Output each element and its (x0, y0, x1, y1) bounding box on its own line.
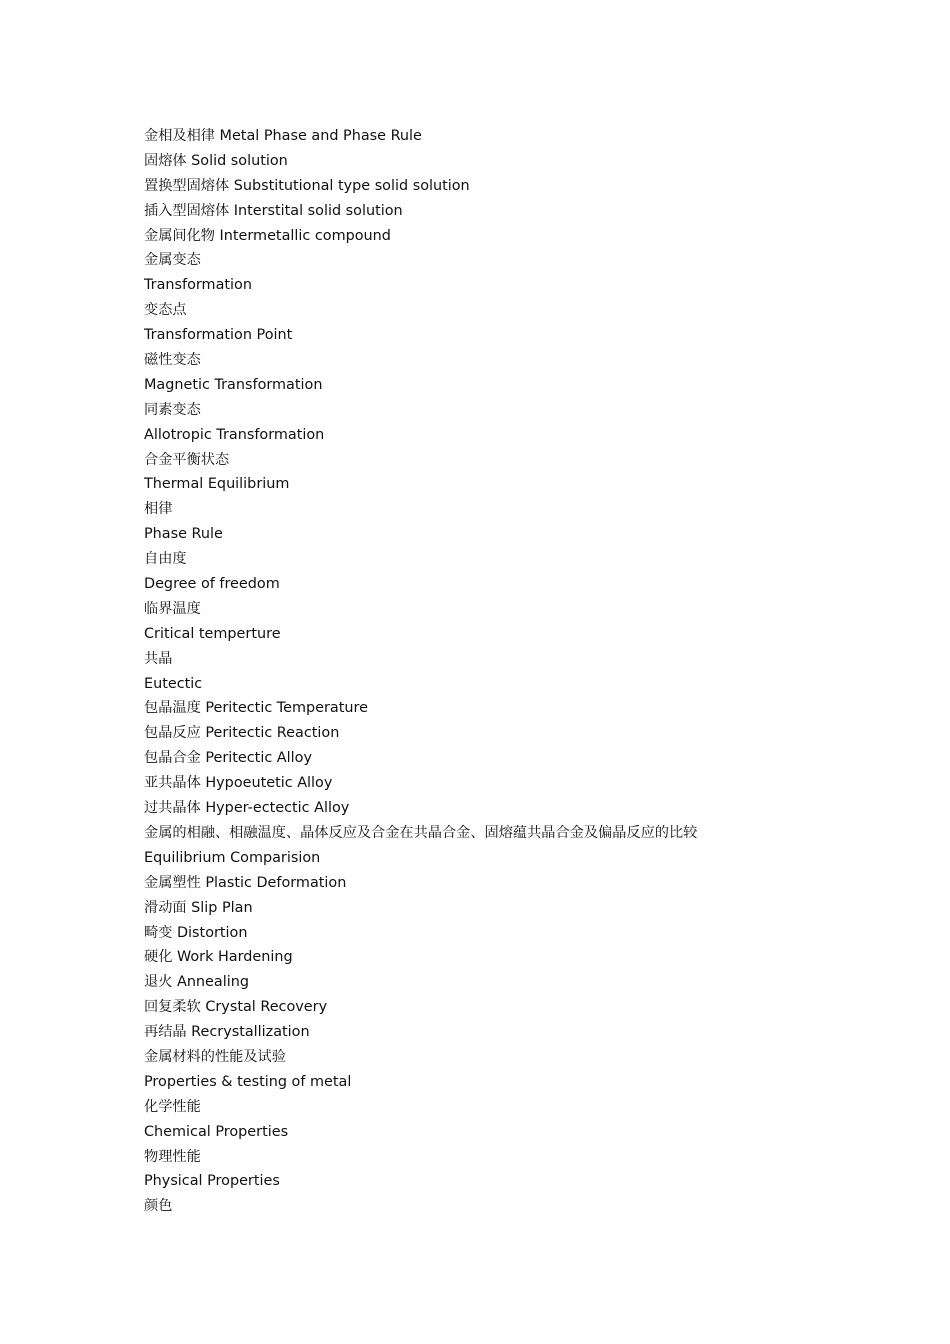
glossary-line (144, 572, 844, 597)
glossary-line (144, 472, 844, 497)
english-term: Intermetallic compound (219, 227, 391, 244)
glossary-line (144, 423, 844, 448)
glossary-line (144, 696, 844, 721)
glossary-line (144, 846, 844, 871)
english-term: Allotropic Transformation (144, 426, 325, 443)
glossary-line (144, 124, 844, 149)
english-term: Properties & testing of metal (144, 1073, 352, 1090)
glossary-line (144, 348, 844, 373)
glossary-line (144, 1095, 844, 1120)
chinese-term: 包晶合金 (144, 750, 201, 767)
english-term: Peritectic Reaction (205, 725, 340, 742)
chinese-term: 固熔体 (144, 152, 187, 169)
english-term: Eutectic (144, 675, 203, 692)
english-term: Annealing (176, 974, 249, 991)
chinese-term: 滑动面 (144, 899, 187, 916)
glossary-line (144, 796, 844, 821)
glossary-line (144, 497, 844, 522)
glossary-line (144, 174, 844, 199)
glossary-line (144, 1145, 844, 1170)
glossary-line (144, 672, 844, 697)
chinese-term: 包晶温度 (144, 700, 201, 717)
chinese-term: 金属变态 (144, 252, 201, 269)
glossary-line (144, 871, 844, 896)
english-term: Distortion (176, 924, 248, 941)
glossary-line (144, 821, 844, 846)
chinese-term: 亚共晶体 (144, 775, 201, 792)
chinese-term: 退火 (144, 974, 173, 991)
english-term: Peritectic Temperature (205, 700, 368, 717)
chinese-term: 临界温度 (144, 600, 201, 617)
glossary-line (144, 448, 844, 473)
glossary-line (144, 1120, 844, 1145)
glossary-line (144, 547, 844, 572)
chinese-term: 过共晶体 (144, 800, 201, 817)
glossary-line (144, 622, 844, 647)
glossary-list (144, 124, 844, 1219)
glossary-line (144, 273, 844, 298)
english-term: Recrystallization (191, 1024, 310, 1041)
chinese-term: 回复柔软 (144, 999, 201, 1016)
glossary-line (144, 1045, 844, 1070)
chinese-term: 化学性能 (144, 1098, 201, 1115)
chinese-term: 颜色 (144, 1198, 173, 1215)
english-term: Thermal Equilibrium (144, 476, 290, 493)
english-term: Magnetic Transformation (144, 376, 323, 393)
glossary-line (144, 1070, 844, 1095)
english-term: Interstital solid solution (233, 202, 403, 219)
chinese-term: 磁性变态 (144, 352, 201, 369)
chinese-term: 金属的相融、相融温度、晶体反应及合金在共晶合金、固熔蕴共晶合金及偏晶反应的比较 (144, 824, 698, 841)
glossary-line (144, 597, 844, 622)
glossary-line (144, 995, 844, 1020)
english-term: Chemical Properties (144, 1123, 289, 1140)
glossary-line (144, 248, 844, 273)
glossary-line (144, 746, 844, 771)
chinese-term: 金属塑性 (144, 874, 201, 891)
glossary-line (144, 522, 844, 547)
chinese-term: 硬化 (144, 949, 173, 966)
chinese-term: 自由度 (144, 551, 187, 568)
glossary-line (144, 298, 844, 323)
chinese-term: 变态点 (144, 302, 187, 319)
english-term: Work Hardening (176, 949, 293, 966)
glossary-line (144, 323, 844, 348)
english-term: Metal Phase and Phase Rule (219, 128, 422, 144)
chinese-term: 金相及相律 (144, 128, 215, 144)
chinese-term: 共晶 (144, 650, 173, 667)
chinese-term: 畸变 (144, 924, 173, 941)
english-term: Hyper-ectectic Alloy (205, 800, 350, 817)
english-term: Degree of freedom (144, 576, 280, 593)
glossary-line (144, 647, 844, 672)
glossary-line (144, 224, 844, 249)
glossary-line (144, 1194, 844, 1219)
glossary-line (144, 896, 844, 921)
glossary-line (144, 373, 844, 398)
glossary-line (144, 771, 844, 796)
glossary-line (144, 199, 844, 224)
chinese-term: 金属间化物 (144, 227, 215, 244)
glossary-line (144, 970, 844, 995)
english-term: Plastic Deformation (205, 874, 347, 891)
chinese-term: 合金平衡状态 (144, 451, 230, 468)
glossary-line (144, 1169, 844, 1194)
english-term: Transformation (144, 277, 252, 294)
english-term: Slip Plan (191, 899, 253, 916)
glossary-line (144, 921, 844, 946)
chinese-term: 置换型固熔体 (144, 177, 230, 194)
chinese-term: 再结晶 (144, 1024, 187, 1041)
chinese-term: 物理性能 (144, 1148, 201, 1165)
chinese-term: 插入型固熔体 (144, 202, 230, 219)
glossary-line (144, 721, 844, 746)
glossary-line (144, 945, 844, 970)
english-term: Critical temperture (144, 625, 281, 642)
english-term: Phase Rule (144, 526, 223, 543)
english-term: Crystal Recovery (205, 999, 328, 1016)
english-term: Transformation Point (144, 327, 293, 344)
glossary-line (144, 398, 844, 423)
chinese-term: 包晶反应 (144, 725, 201, 742)
english-term: Solid solution (191, 152, 288, 169)
chinese-term: 相律 (144, 501, 173, 518)
english-term: Physical Properties (144, 1173, 280, 1190)
glossary-line (144, 149, 844, 174)
chinese-term: 同素变态 (144, 401, 201, 418)
chinese-term: 金属材料的性能及试验 (144, 1048, 286, 1065)
glossary-line (144, 1020, 844, 1045)
english-term: Hypoeutetic Alloy (205, 775, 333, 792)
english-term: Peritectic Alloy (205, 750, 312, 767)
english-term: Substitutional type solid solution (233, 177, 470, 194)
english-term: Equilibrium Comparision (144, 849, 321, 866)
